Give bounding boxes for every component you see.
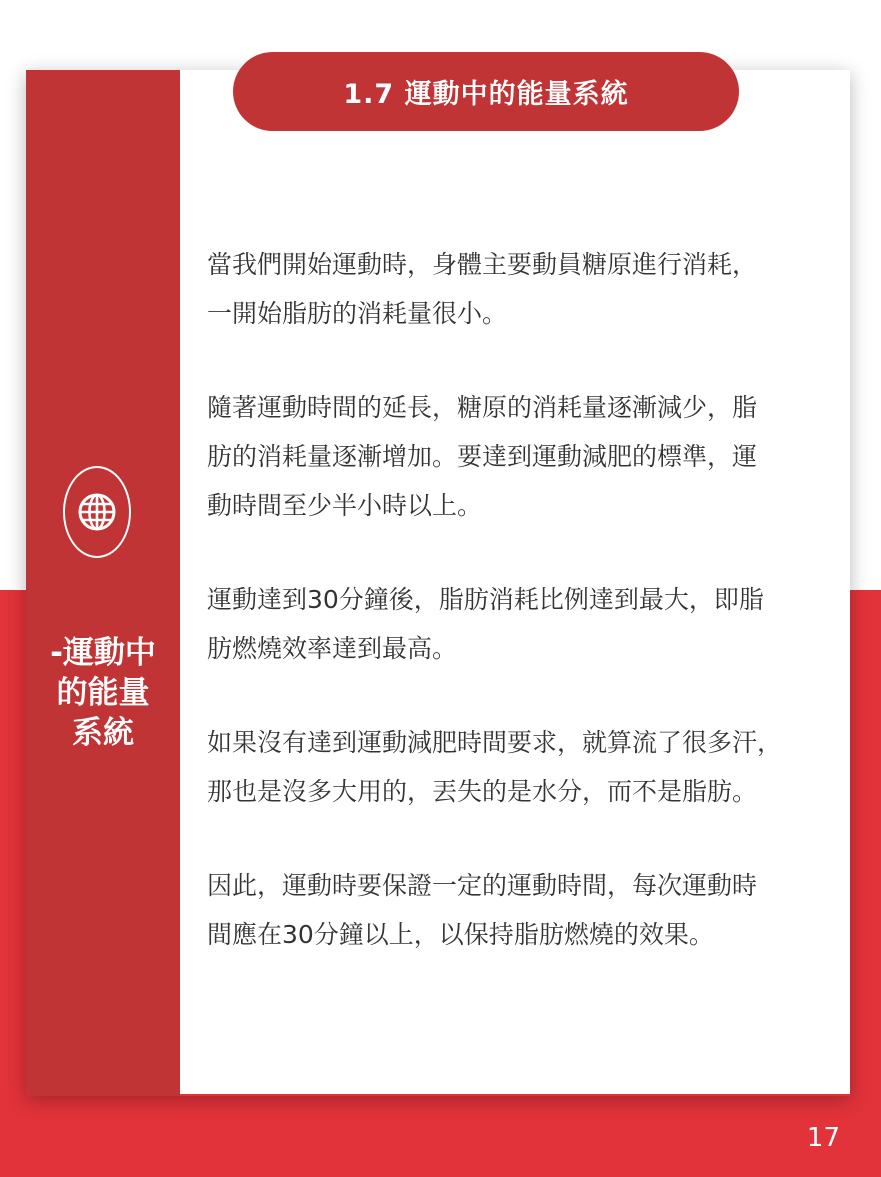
section-title: 1.7 運動中的能量系統	[343, 79, 629, 110]
globe-icon	[77, 492, 117, 532]
text-line: 動時間至少半小時以上。	[207, 491, 483, 520]
page-number: 17	[806, 1123, 840, 1153]
text-line: 那也是沒多大用的，丟失的是水分，而不是脂肪。	[207, 777, 758, 806]
text-line: 因此，運動時要保證一定的運動時間，每次運動時	[207, 871, 758, 900]
text-line: 運動達到30分鐘後，脂肪消耗比例達到最大，即脂	[207, 585, 764, 614]
body-text	[207, 240, 837, 1004]
paragraph	[207, 861, 837, 959]
paragraph	[207, 718, 837, 816]
text-line: 間應在30分鐘以上，以保持脂肪燃燒的效果。	[207, 920, 714, 949]
paragraph	[207, 575, 837, 673]
text-line: 肪的消耗量逐漸增加。要達到運動減肥的標準，運	[207, 442, 758, 471]
paragraph	[207, 383, 837, 530]
text-line: 當我們開始運動時，身體主要動員糖原進行消耗，	[207, 250, 758, 279]
sidebar-title-line: -運動中	[50, 635, 156, 671]
sidebar-title-line: 的能量	[56, 675, 150, 711]
text-line: 一開始脂肪的消耗量很小。	[207, 299, 508, 328]
text-line: 如果沒有達到運動減肥時間要求，就算流了很多汗，	[207, 728, 783, 757]
text-line: 肪燃燒效率達到最高。	[207, 634, 458, 663]
sidebar-panel	[26, 70, 180, 1096]
sidebar-title-line: 系統	[72, 715, 134, 751]
globe-icon-badge	[63, 466, 131, 558]
section-title-pill	[233, 52, 739, 131]
paragraph	[207, 240, 837, 338]
text-line: 隨著運動時間的延長，糖原的消耗量逐漸減少，脂	[207, 393, 758, 422]
sidebar-title	[30, 633, 176, 753]
